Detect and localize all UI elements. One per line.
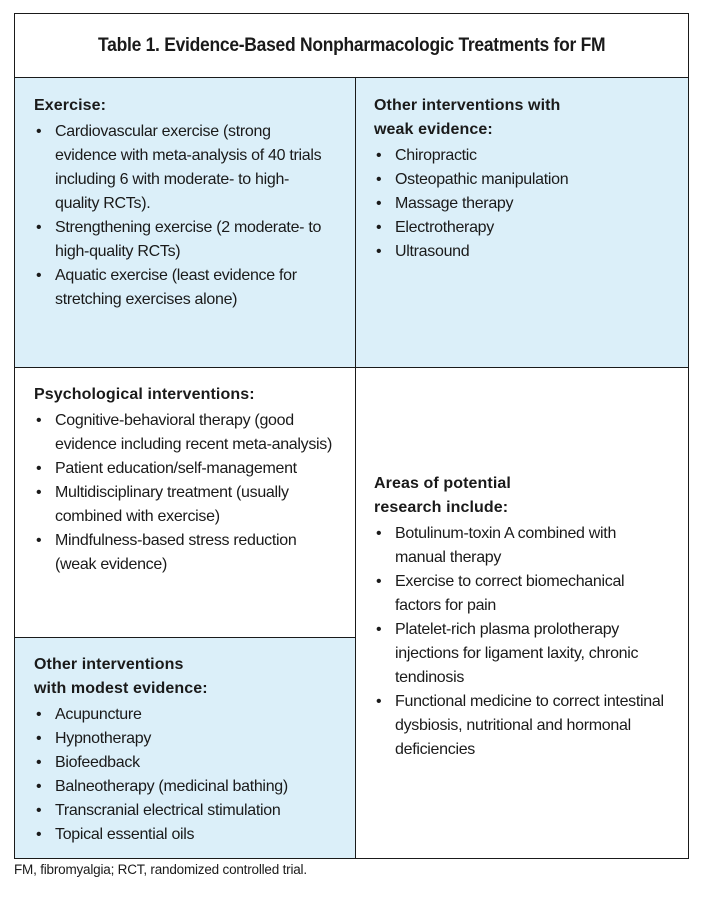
table-title-bar bbox=[15, 14, 688, 78]
heading-line: Areas of potential bbox=[374, 475, 511, 492]
list-item: • Hypnotherapy bbox=[34, 727, 339, 751]
modest-evidence-list bbox=[34, 703, 339, 847]
exercise-cell bbox=[15, 78, 355, 367]
research-list bbox=[374, 522, 666, 762]
research-heading bbox=[374, 472, 672, 520]
list-item: • Botulinum-toxin A combined with manual therapy bbox=[374, 522, 666, 570]
list-item: • Aquatic exercise (least evidence for stretching exercises alone) bbox=[34, 264, 330, 312]
psychological-cell bbox=[15, 367, 355, 637]
list-item: • Cognitive-behavioral therapy (good evidence including recent meta-analysis) bbox=[34, 409, 334, 457]
list-item: • Biofeedback bbox=[34, 751, 339, 775]
row-divider bbox=[15, 637, 355, 638]
table-footnote: FM, fibromyalgia; RCT, randomized controlled trial. bbox=[14, 862, 307, 877]
modest-evidence-heading bbox=[34, 653, 339, 701]
column-divider bbox=[355, 78, 356, 858]
table-title: Table 1. Evidence-Based Nonpharmacologic Treatments for FM bbox=[97, 34, 606, 56]
list-item: • Multidisciplinary treatment (usually combined with exercise) bbox=[34, 481, 334, 529]
list-item: • Patient education/self-management bbox=[34, 457, 334, 481]
list-item: • Cardiovascular exercise (strong evidence with meta-analysis of 40 trials including 6 with moderate- to high-quality RCTs). bbox=[34, 120, 330, 216]
list-item: • Massage therapy bbox=[374, 192, 672, 216]
list-item: • Topical essential oils bbox=[34, 823, 339, 847]
heading-line: with modest evidence: bbox=[34, 680, 208, 697]
list-item: • Osteopathic manipulation bbox=[374, 168, 672, 192]
weak-evidence-heading bbox=[374, 94, 672, 142]
list-item: • Transcranial electrical stimulation bbox=[34, 799, 339, 823]
list-item: • Chiropractic bbox=[374, 144, 672, 168]
list-item: • Mindfulness-based stress reduction (weak evidence) bbox=[34, 529, 334, 577]
list-item: • Exercise to correct biomechanical factors for pain bbox=[374, 570, 666, 618]
heading-line: Other interventions bbox=[34, 656, 184, 673]
row-divider bbox=[15, 367, 688, 368]
weak-evidence-cell bbox=[355, 78, 688, 367]
heading-line: research include: bbox=[374, 499, 509, 516]
list-item: • Electrotherapy bbox=[374, 216, 672, 240]
list-item: • Platelet-rich plasma prolotherapy injections for ligament laxity, chronic tendinosis bbox=[374, 618, 666, 690]
list-item: • Strengthening exercise (2 moderate- to high-quality RCTs) bbox=[34, 216, 330, 264]
psychological-heading: Psychological interventions: bbox=[34, 386, 255, 403]
research-cell bbox=[355, 367, 688, 858]
psychological-list bbox=[34, 409, 334, 577]
list-item: • Acupuncture bbox=[34, 703, 339, 727]
weak-evidence-list bbox=[374, 144, 672, 264]
heading-line: Other interventions with bbox=[374, 97, 561, 114]
list-item: • Balneotherapy (medicinal bathing) bbox=[34, 775, 339, 799]
list-item: • Functional medicine to correct intestinal dysbiosis, nutritional and hormonal deficiencies bbox=[374, 690, 666, 762]
heading-line: weak evidence: bbox=[374, 121, 493, 138]
modest-evidence-cell bbox=[15, 637, 355, 858]
evidence-table bbox=[14, 13, 689, 859]
list-item: • Ultrasound bbox=[374, 240, 672, 264]
exercise-heading: Exercise: bbox=[34, 97, 107, 114]
exercise-list bbox=[34, 120, 330, 312]
